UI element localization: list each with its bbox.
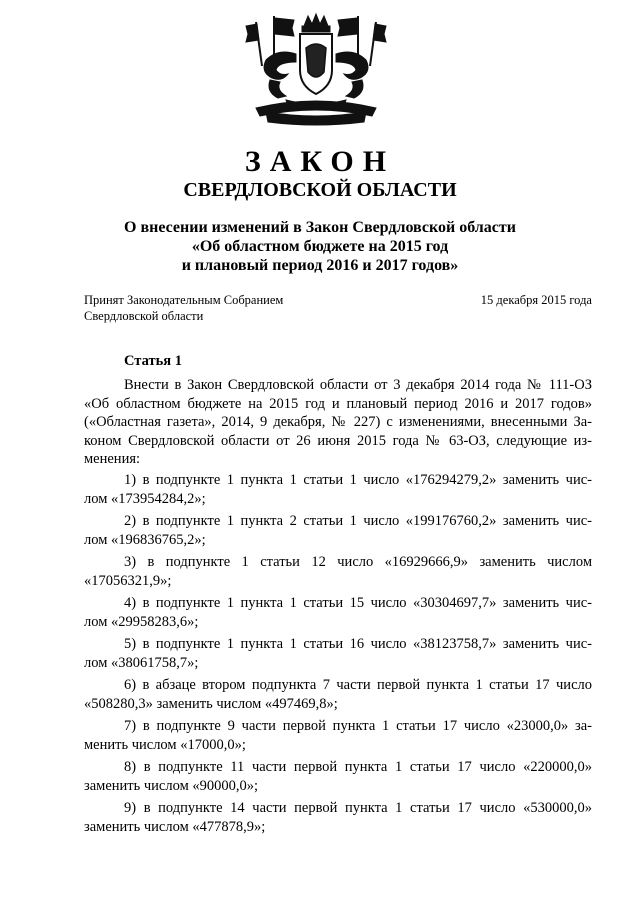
item-line: лом «173954284,2»; — [84, 490, 206, 507]
list-item — [84, 471, 592, 508]
list-item — [84, 799, 592, 836]
article-intro — [84, 376, 592, 469]
list-item — [84, 758, 592, 795]
intro-line: Внести в Закон Свердловской области от 3 декабря 2014 года № 111-ОЗ — [124, 377, 592, 393]
adoption-date: 15 декабря 2015 года — [480, 293, 592, 307]
coat-of-arms-emblem — [236, 12, 396, 130]
list-item — [84, 717, 592, 754]
item-line: 8) в подпункте 11 части первой пункта 1 статьи 17 число «220000,0» — [124, 759, 592, 775]
list-item — [84, 512, 592, 549]
intro-line: менения: — [84, 451, 141, 467]
list-item — [84, 553, 592, 590]
item-line: 7) в подпункте 9 части первой пункта 1 статьи 17 число «23000,0» за- — [124, 718, 592, 734]
adopted-by-line: Свердловской области — [84, 309, 204, 323]
item-line: менить числом «17000,0»; — [84, 736, 246, 753]
list-item — [84, 594, 592, 631]
intro-line: коном Свердловской области от 26 июня 2015 года № 63-ОЗ, следующие из- — [84, 432, 592, 449]
document-region: СВЕРДЛОВСКОЙ ОБЛАСТИ — [183, 179, 457, 201]
subject-line: «Об областном бюджете на 2015 год — [191, 238, 449, 255]
intro-line: «Об областном бюджете на 2015 год и плановый период 2016 и 2017 годов» — [84, 395, 592, 412]
item-line: 1) в подпункте 1 пункта 1 статьи 1 число «176294279,2» заменить чис- — [124, 472, 592, 488]
item-line: 4) в подпункте 1 пункта 1 статьи 15 число «30304697,7» заменить чис- — [124, 595, 592, 611]
item-line: лом «38061758,7»; — [84, 654, 199, 671]
item-line: 2) в подпункте 1 пункта 2 статьи 1 число «199176760,2» заменить чис- — [124, 513, 592, 529]
item-line: заменить числом «90000,0»; — [84, 777, 259, 794]
adopted-by-line: Принят Законодательным Собранием — [84, 293, 284, 307]
item-line: лом «196836765,2»; — [84, 531, 206, 548]
intro-line: («Областная газета», 2014, 9 декабря, № 227) с изменениями, внесенными За- — [84, 414, 592, 430]
item-line: «17056321,9»; — [84, 572, 172, 589]
subject-line: и плановый период 2016 и 2017 годов» — [181, 257, 459, 274]
item-line: 6) в абзаце втором подпункта 7 части первой пункта 1 статьи 17 число — [124, 677, 592, 693]
item-line: «508280,3» заменить числом «497469,8»; — [84, 695, 338, 712]
law-subject — [0, 218, 640, 275]
document-title: ЗАКОН — [244, 145, 396, 178]
subject-line: О внесении изменений в Закон Свердловской области — [124, 219, 516, 236]
article-heading: Статья 1 — [124, 353, 182, 369]
item-line: 3) в подпункте 1 статьи 12 число «16929666,9» заменить числом — [124, 554, 592, 570]
list-item — [84, 635, 592, 672]
item-line: заменить числом «477878,9»; — [84, 818, 266, 835]
item-line: 5) в подпункте 1 пункта 1 статьи 16 число «38123758,7» заменить чис- — [124, 636, 592, 652]
item-line: лом «29958283,6»; — [84, 613, 199, 630]
item-line: 9) в подпункте 14 части первой пункта 1 статьи 17 число «530000,0» — [124, 800, 592, 816]
list-item — [84, 676, 592, 713]
adopted-by — [84, 292, 283, 324]
